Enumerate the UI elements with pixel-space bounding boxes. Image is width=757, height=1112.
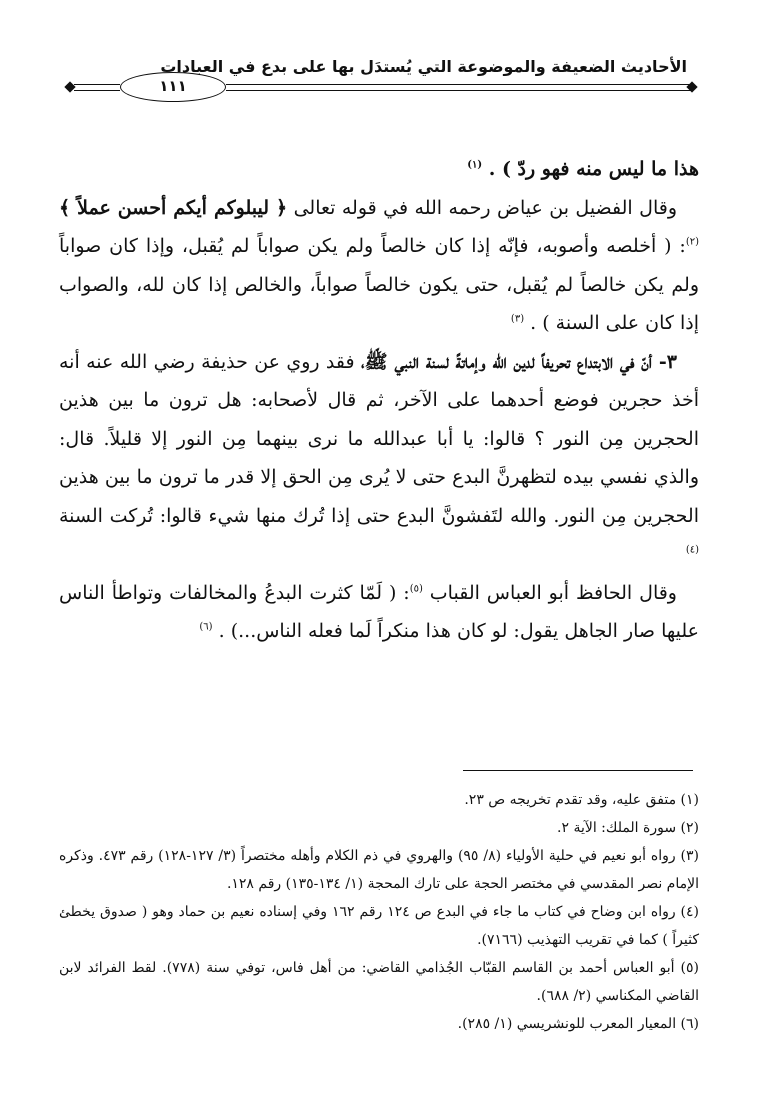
paragraph-fudayl: وقال الفضيل بن عياض رحمه الله في قوله تعالى ﴿ ليبلوكم أيكم أحسن عملاً ﴾$^{(٢)}$: ( أخلصه وأصوبه، فإنّه إذا كان خالصاً ولم يكن صواباً لم يُقبل، وإذا كان صواباً ولم يكن خالصاً لم يُقبل، حتى يكون خالصاً صواباً، والخالص إذا كان لله، والصواب إذا كان على السنة ) . $^{(٣)}$ [59,196,699,334]
footnote-ref: (٢) [685,236,699,248]
footnote-ref: (٥) [409,583,423,595]
main-text [59,150,699,651]
header-rule-bottom-right [226,90,691,91]
paragraph-qabbab: وقال الحافظ أبو العباس القباب $^{(٥)}$: ( لَمّا كثرت البدعُ والمخالفات وتواطأ الناس عليها صار الجاهل يقول: لو كان هذا منكراً لَما فعله الناس...) . $^{(٦)}$ [59,581,699,642]
footnote-ref: (٤) [685,544,699,556]
footnote-ref: (٦) [199,621,213,633]
footnote-item: (٣) رواه أبو نعيم في حلية الأولياء (٨/ ٩٥) والهروي في ذم الكلام وأهله مختصراً (٣/ ١٢٧-١٢٨) رقم ٤٧٣. وذكره الإمام نصر المقدسي في مختصر الحجة على تارك المحجة (١/ ١٣٤-١٣٥) رقم ١٢٨. [59,848,700,892]
header-rule-bottom-left [74,90,120,91]
footnote-separator [463,770,693,771]
point-heading: أنّ في الابتداع تحريفاً لدين الله وإماتةً لسنة النبي ﷺ، [360,350,652,373]
footnotes [59,786,699,1038]
footnote-item: (١) متفق عليه، وقد تقدم تخريجه ص ٢٣. [464,792,699,808]
footnote-item: (٤) رواه ابن وضاح في كتاب ما جاء في البدع ص ١٢٤ رقم ١٦٢ وفي إسناده نعيم بن حماد وهو ( صدوق يخطئ كثيراً ) كما في تقريب التهذيب (٧١٦٦). [59,904,700,948]
footnote-ref: (١) [467,159,483,171]
header-rule-top-left [74,84,120,85]
quran-verse: ﴿ ليبلوكم أيكم أحسن عملاً ﴾ [59,196,288,219]
point-number: ٣- [651,350,677,373]
footnote-item: (٢) سورة الملك: الآية ٢. [557,820,699,836]
header-rule-top-right [226,84,691,85]
page-number: ١١١ [120,72,226,102]
paragraph-point-3: ٣- أنّ في الابتداع تحريفاً لدين الله وإماتةً لسنة النبي ﷺ، فقد روي عن حذيفة رضي الله عنه أنه أخذ حجرين فوضع أحدهما على الآخر، ثم قال لأصحابه: هل ترون ما بين هذين الحجرين مِن النور ؟ قالوا: يا أبا عبدالله ما نرى بينهما مِن النور إلا قليلاً. قال: والذي نفسي بيده لتظهرنَّ البدع حتى لا يُرى مِن الحق إلا قدر ما ترون ما بين هذين الحجرين مِن النور. والله لتَفشونَّ البدع حتى إذا تُرك منها شيء قالوا: تُركت السنة $^{(٤)}$ [59,350,700,556]
footnote-item: (٦) المعيار المعرب للونشريسي (١/ ٢٨٥). [457,1016,699,1032]
paragraph-hadith-end: هذا ما ليس منه فهو ردّ ) . $^{(١)}$ [467,158,699,180]
footnote-item: (٥) أبو العباس أحمد بن القاسم القبّاب الجُذامي القاضي: من أهل فاس، توفي سنة (٧٧٨). لقط الفرائد لابن القاضي المكناسي (٢/ ٦٨٨). [59,960,699,1004]
running-title: الأحاديث الضعيفة والموضوعة التي يُستدَل بها على بدع في العبادات [160,57,687,76]
footnote-ref: (٣) [510,313,525,325]
